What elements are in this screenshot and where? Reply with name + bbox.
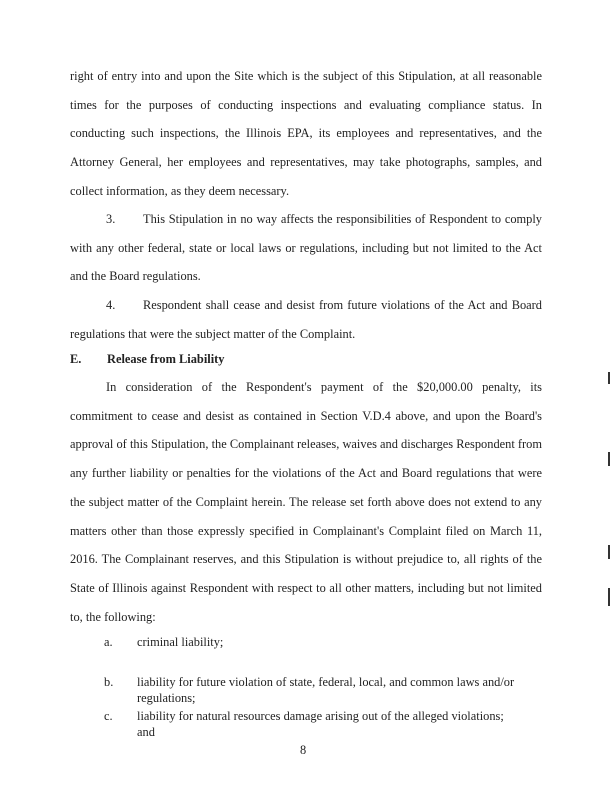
margin-mark	[608, 452, 610, 466]
list-label: b.	[104, 675, 114, 689]
section-title: Release from Liability	[107, 352, 225, 366]
list-label: a.	[104, 635, 113, 649]
paragraph-right-of-entry: right of entry into and upon the Site which is the subject of this Stipulation, at all reasonable times for the purposes of conducting inspections and evaluating compliance status. In conducting such inspections, the Illinois EPA, its employees and representatives, and the Attorney General, her employees and representatives, may take photographs, samples, and collect information, as they deem necessary.	[70, 69, 542, 198]
paragraph-3	[70, 205, 542, 291]
list-text: liability for future violation of state, federal, local, and common laws and/or regulations;	[137, 675, 515, 705]
section-letter: E.	[70, 352, 82, 366]
paragraph-3-text: This Stipulation in no way affects the responsibilities of Respondent to comply with any other federal, state or local laws or regulations, including but not limited to the Act and the Board regulations.	[70, 212, 542, 284]
margin-mark	[608, 372, 610, 384]
paragraph-release: In consideration of the Respondent's payment of the $20,000.00 penalty, its commitment to cease and desist as contained in Section V.D.4 above, and upon the Board's approval of this Stipulation, the Complainant releases, waives and discharges Respondent from any further liability or penalties for the violations of the Act and Board regulations that were the subject matter of the Complaint herein. The release set forth above does not extend to any matters other than those expressly specified in Complainant's Complaint filed on March 11, 2016. The Complainant reserves, and this Stipulation is without prejudice to, all rights of the State of Illinois against Respondent with respect to all other matters, including but not limited to, the following:	[70, 380, 542, 624]
paragraph-4-number: 4.	[106, 298, 116, 312]
margin-mark	[608, 588, 610, 606]
paragraph-4	[70, 291, 542, 348]
page-number: 8	[300, 743, 307, 757]
list-text: criminal liability;	[137, 635, 224, 649]
list-text: liability for natural resources damage arising out of the alleged violations; and	[137, 709, 504, 739]
paragraph-4-text: Respondent shall cease and desist from future violations of the Act and Board regulations that were the subject matter of the Complaint.	[70, 298, 542, 341]
list-label: c.	[104, 709, 113, 723]
margin-mark	[608, 545, 610, 559]
section-heading	[70, 349, 224, 369]
paragraph-3-number: 3.	[106, 212, 116, 226]
